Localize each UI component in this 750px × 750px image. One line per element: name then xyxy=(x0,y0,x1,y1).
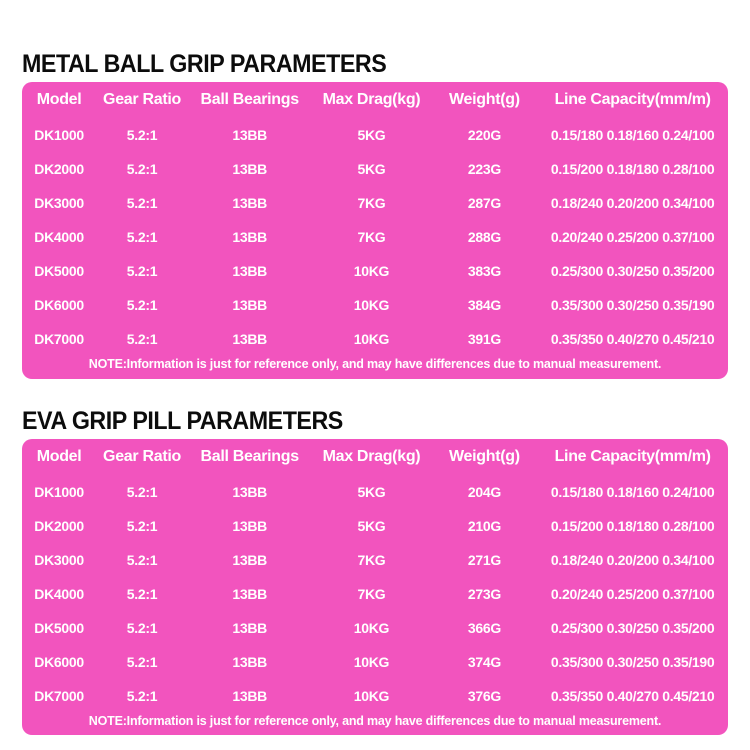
table-cell: DK5000 xyxy=(34,619,84,636)
table-cell: 0.18/240 0.20/200 0.34/100 xyxy=(550,551,715,568)
table-cell: 271G xyxy=(467,551,501,568)
table-cell: 5.2:1 xyxy=(126,517,158,534)
table-cell: 374G xyxy=(467,653,501,670)
table-cell: 0.20/240 0.25/200 0.37/100 xyxy=(550,229,715,245)
table-cell: 5.2:1 xyxy=(126,551,158,568)
table-cell: 0.35/350 0.40/270 0.45/210 xyxy=(550,331,715,347)
table-cell: DK7000 xyxy=(34,331,84,347)
table-note: NOTE:Information is just for reference only, and may have differences due to manual measurement. xyxy=(88,713,662,728)
table-cell: 13BB xyxy=(232,161,267,177)
table-cell: 5.2:1 xyxy=(126,263,158,279)
table-cell: DK2000 xyxy=(34,161,84,177)
table-cell: 376G xyxy=(467,687,501,704)
column-header: Gear Ratio xyxy=(103,447,181,465)
table-cell: 10KG xyxy=(353,331,390,347)
table-cell: 5.2:1 xyxy=(126,127,158,143)
table-cell: 5.2:1 xyxy=(126,619,158,636)
table-cell: 5KG xyxy=(357,483,386,500)
table-cell: 13BB xyxy=(232,483,267,500)
table-cell: 0.15/180 0.18/160 0.24/100 xyxy=(550,483,715,500)
table-cell: 5KG xyxy=(357,517,386,534)
table-cell: 0.35/300 0.30/250 0.35/190 xyxy=(550,653,715,670)
table-cell: 0.35/350 0.40/270 0.45/210 xyxy=(550,687,715,704)
table-cell: 5KG xyxy=(357,161,386,177)
table-cell: 7KG xyxy=(357,585,386,602)
eva-grip-pill-table-panel xyxy=(22,439,728,736)
table-cell: 220G xyxy=(467,127,501,143)
column-header: Ball Bearings xyxy=(200,91,299,108)
table-cell: 204G xyxy=(467,483,501,500)
table-cell: DK7000 xyxy=(34,687,84,704)
table-cell: DK1000 xyxy=(34,483,84,500)
column-header: Max Drag(kg) xyxy=(322,91,421,108)
column-header: Weight(g) xyxy=(449,91,520,108)
table-cell: 383G xyxy=(467,263,501,279)
table-cell: DK2000 xyxy=(34,517,84,534)
table-cell: 13BB xyxy=(232,263,267,279)
table-cell: 5.2:1 xyxy=(126,687,158,704)
table-cell: 273G xyxy=(467,585,501,602)
table-cell: 288G xyxy=(467,229,501,245)
column-header: Model xyxy=(36,91,82,108)
table-cell: 13BB xyxy=(232,653,267,670)
table-cell: 0.25/300 0.30/250 0.35/200 xyxy=(550,619,715,636)
table-cell: DK3000 xyxy=(34,551,84,568)
table-cell: 13BB xyxy=(232,195,267,211)
table-cell: DK4000 xyxy=(34,585,84,602)
column-header: Gear Ratio xyxy=(103,91,181,108)
table-cell: 10KG xyxy=(353,297,390,313)
metal-ball-grip-table xyxy=(22,82,728,356)
column-header: Ball Bearings xyxy=(200,447,299,465)
metal-ball-grip-table-panel xyxy=(22,82,728,379)
table-cell: 391G xyxy=(467,331,501,347)
table-cell: 5.2:1 xyxy=(126,297,158,313)
table-cell: 366G xyxy=(467,619,501,636)
table-cell: DK5000 xyxy=(34,263,84,279)
table-cell: 0.15/180 0.18/160 0.24/100 xyxy=(550,127,715,143)
table-cell: 7KG xyxy=(357,195,386,211)
column-header: Weight(g) xyxy=(449,447,520,465)
table-cell: 0.25/300 0.30/250 0.35/200 xyxy=(550,263,715,279)
table-cell: 5KG xyxy=(357,127,386,143)
table-cell: 5.2:1 xyxy=(126,653,158,670)
table-cell: 13BB xyxy=(232,297,267,313)
table-cell: 10KG xyxy=(353,619,390,636)
table-cell: 7KG xyxy=(357,229,386,245)
table-note: NOTE:Information is just for reference only, and may have differences due to manual measurement. xyxy=(88,357,662,371)
table-cell: 384G xyxy=(467,297,501,313)
table-cell: 13BB xyxy=(232,687,267,704)
eva-grip-pill-table xyxy=(22,439,728,713)
table-cell: 5.2:1 xyxy=(126,585,158,602)
table-cell: 287G xyxy=(467,195,501,211)
table-cell: 13BB xyxy=(232,551,267,568)
table-cell: 0.20/240 0.25/200 0.37/100 xyxy=(550,585,715,602)
table-cell: 0.15/200 0.18/180 0.28/100 xyxy=(550,517,715,534)
column-header: Max Drag(kg) xyxy=(322,447,421,465)
table-cell: 5.2:1 xyxy=(126,229,158,245)
table-cell: 13BB xyxy=(232,229,267,245)
table-cell: DK3000 xyxy=(34,195,84,211)
table-cell: DK4000 xyxy=(34,229,84,245)
table-cell: 5.2:1 xyxy=(126,195,158,211)
table-cell: 5.2:1 xyxy=(126,483,158,500)
column-header: Line Capacity(mm/m) xyxy=(554,447,711,465)
table-cell: 5.2:1 xyxy=(126,331,158,347)
table-cell: 223G xyxy=(467,161,501,177)
table-cell: 7KG xyxy=(357,551,386,568)
table-cell: 0.35/300 0.30/250 0.35/190 xyxy=(550,297,715,313)
column-header: Line Capacity(mm/m) xyxy=(554,91,711,108)
table-cell: 10KG xyxy=(353,687,390,704)
table-cell: 5.2:1 xyxy=(126,161,158,177)
table-cell: DK6000 xyxy=(34,297,84,313)
table-cell: 210G xyxy=(467,517,501,534)
table-cell: 0.15/200 0.18/180 0.28/100 xyxy=(550,161,715,177)
table-cell: 10KG xyxy=(353,263,390,279)
table-cell: 13BB xyxy=(232,127,267,143)
table-cell: 0.18/240 0.20/200 0.34/100 xyxy=(550,195,715,211)
eva-grip-pill-section xyxy=(22,407,728,736)
section-title-eva-grip-pill: EVA GRIP PILL PARAMETERS xyxy=(22,406,343,435)
table-cell: DK1000 xyxy=(34,127,84,143)
metal-ball-grip-section xyxy=(22,50,728,379)
table-cell: 13BB xyxy=(232,585,267,602)
column-header: Model xyxy=(36,447,82,465)
section-title-metal-ball-grip: METAL BALL GRIP PARAMETERS xyxy=(22,50,387,78)
table-cell: 13BB xyxy=(232,517,267,534)
table-cell: DK6000 xyxy=(34,653,84,670)
table-cell: 13BB xyxy=(232,331,267,347)
table-cell: 13BB xyxy=(232,619,267,636)
table-cell: 10KG xyxy=(353,653,390,670)
